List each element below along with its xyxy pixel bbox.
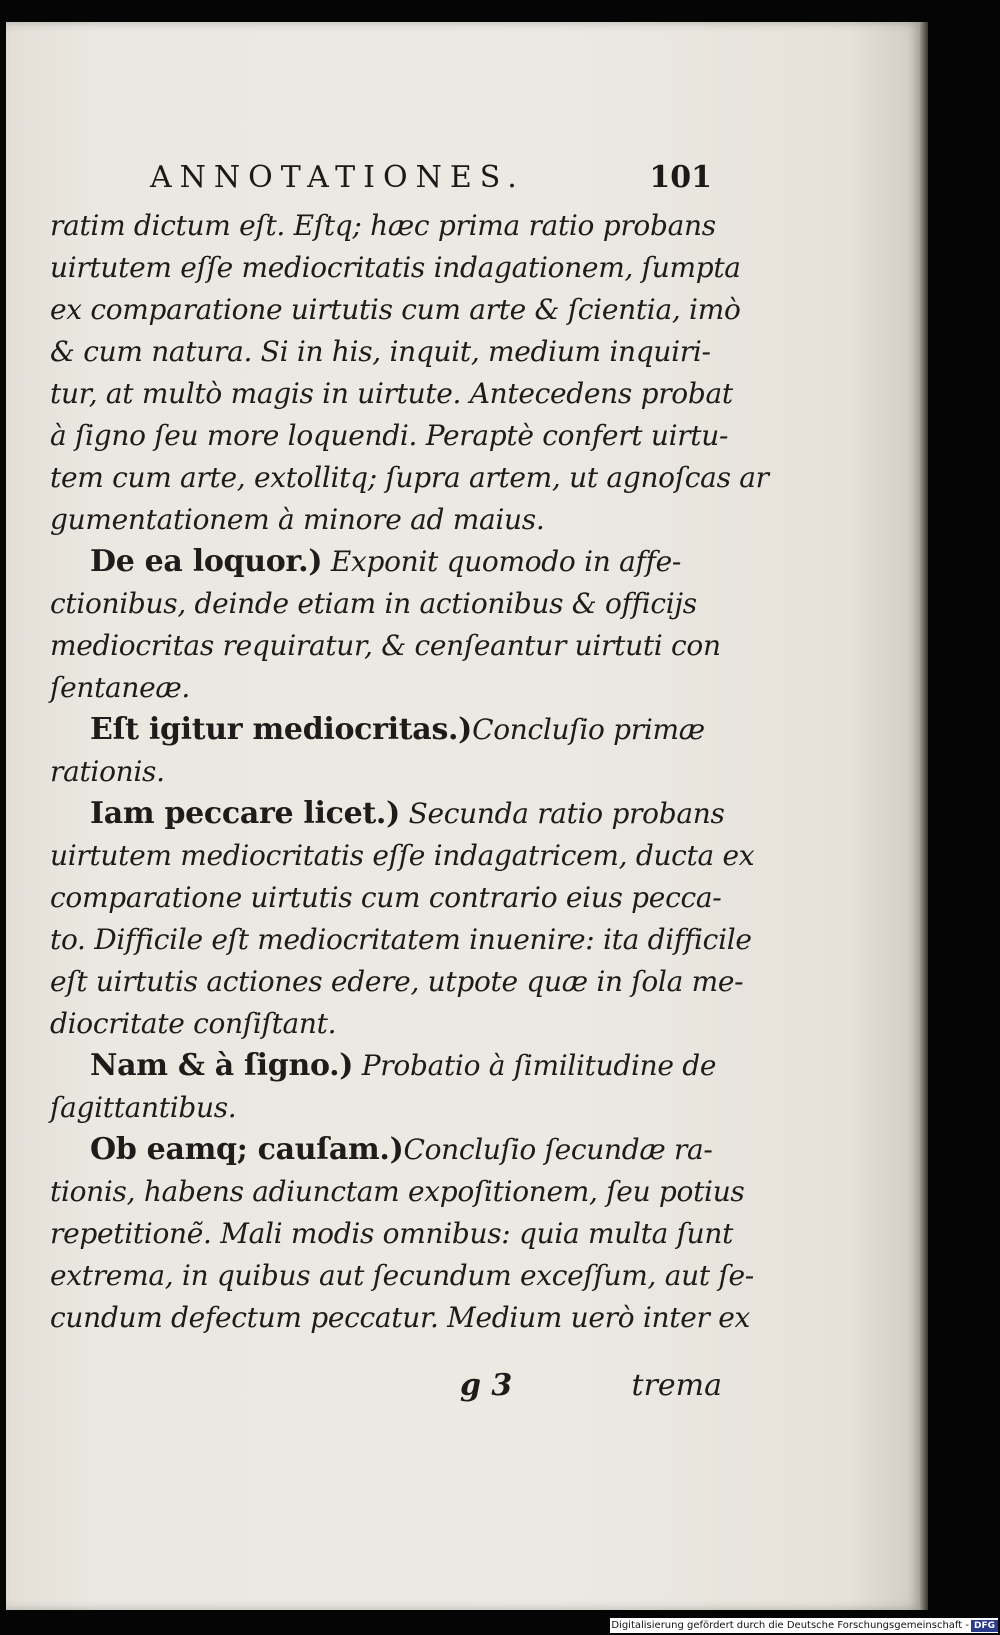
text-line: repetitionẽ. Mali modis omnibus: quia multa ſunt [50,1217,734,1250]
text-line: comparatione uirtutis cum contrario eius pecca- [50,881,722,914]
lemma: Ob eamq; cauſam.) [90,1132,404,1167]
page-edge [920,22,928,1610]
text-line: ſentaneæ. [50,671,191,704]
text-line: ctionibus, deinde etiam in actionibus & officijs [50,587,697,620]
text-line: mediocritas requiratur, & cenſeantur uirtuti con [50,629,721,662]
signature-mark: g 3 [460,1368,513,1403]
paragraph [50,709,722,793]
lemma-line [50,793,725,835]
lemma-line [50,1045,722,1087]
text-line: à ſigno ſeu more loquendi. Peraptè confert uirtu- [50,419,729,452]
paragraph [50,205,769,541]
folio-number: 101 [649,160,712,195]
text-line: & cum natura. Si in his, inquit, medium inquiri- [50,335,711,368]
paragraph [50,1129,754,1339]
paragraph [50,793,755,1045]
text-line: ratim dictum eſt. Eſtq; hæc prima ratio probans [50,209,716,242]
text-line: tionis, habens adiunctam expoſitionem, ſeu potius [50,1175,745,1208]
running-title: ANNOTATIONES. [150,160,525,195]
text-line: ex comparatione uirtutis cum arte & ſcientia, imò [50,293,741,326]
paragraph [50,541,722,709]
dfg-logo: DFG [971,1620,998,1632]
lemma: Iam peccare licet.) [90,796,400,831]
lemma-line [50,1129,722,1171]
page-footer [460,1368,722,1408]
gloss-text: Probatio à ſimilitudine de [353,1049,717,1082]
text-line: tem cum arte, extollitq; ſupra artem, ut agnoſcas ar [50,461,769,494]
gloss-text: Secunda ratio probans [399,797,725,830]
lemma-line [50,541,722,583]
gloss-text: Concluſio ſecundæ ra- [403,1133,713,1166]
text-line: to. Difficile eſt mediocritatem inuenire: ita difficile [50,923,752,956]
text-line: extrema, in quibus aut ſecundum exceſſum, aut ſe- [50,1259,754,1292]
text-line: gumentationem à minore ad maius. [50,503,545,536]
text-line: uirtutem eſſe mediocritatis indagationem, ſumpta [50,251,741,284]
text-line: cundum defectum peccatur. Medium uerò inter ex [50,1301,750,1334]
text-line: rationis. [50,755,165,788]
text-line: eſt uirtutis actiones edere, utpote quæ in ſola me- [50,965,744,998]
lemma: Nam & à ſigno.) [90,1048,354,1083]
gloss-text: Exponit quomodo in affe- [322,545,682,578]
running-header [142,160,712,200]
funding-credit [610,1618,998,1633]
credit-text: Digitalisierung gefördert durch die Deutsche Forschungsgemeinschaft - [611,1620,969,1631]
catchword: trema [631,1368,722,1403]
lemma: Eſt igitur mediocritas.) [90,712,473,747]
text-block [50,205,769,1339]
text-line: uirtutem mediocritatis eſſe indagatricem, ducta ex [50,839,755,872]
paragraph [50,1045,722,1129]
text-line: tur, at multò magis in uirtute. Antecedens probat [50,377,733,410]
lemma: De ea loquor.) [90,544,323,579]
text-line: diocritate conſiſtant. [50,1007,337,1040]
text-line: ſagittantibus. [50,1091,237,1124]
gloss-text: Concluſio primæ [472,713,705,746]
lemma-line [50,709,722,751]
